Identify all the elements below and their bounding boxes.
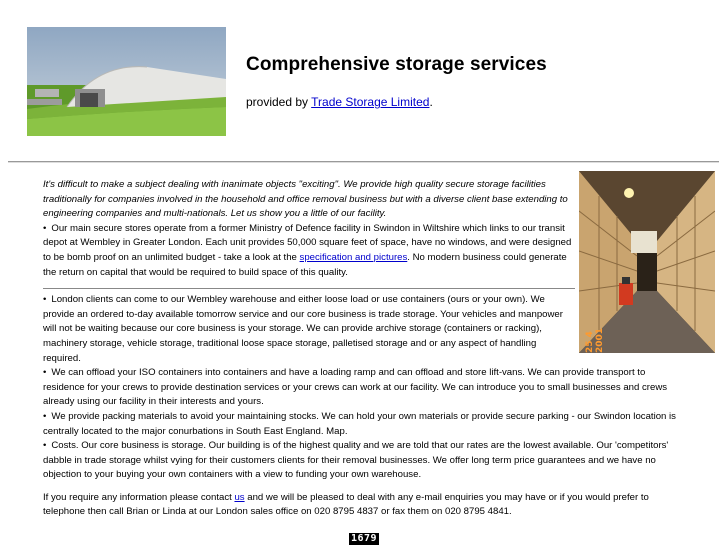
- contact-us-link[interactable]: us: [234, 491, 245, 503]
- contact-text-before: If you require any information please contact: [43, 491, 235, 503]
- main-content: [43, 178, 683, 520]
- list-item: [43, 222, 576, 280]
- bullet1-text-before: Our main secure stores operate from a former Ministry of Defence facility in Swindon in Wiltshire which links to our transit depot at Wembley in Greater London. Each unit provides 50,000 square feet of space, have no windows, and were designed to be bomb proof on an unlimited budget - take a look at the: [43, 222, 572, 263]
- intro-paragraph: It's difficult to make a subject dealing with inanimate objects "exciting". We provide high quality secure storage facilities traditionally for companies involved in the household and office removal business but with a diverse client base extending to engineering companies and multi-nationals. Let us show you a little of our facility.: [43, 179, 568, 220]
- subtitle-prefix: provided by: [246, 95, 312, 109]
- list-item: • London clients can come to our Wembley warehouse and either loose load or use containers (ours or your own). We provide an ordered to-day available tomorrow service and our core business is trade storage. Your vehicles and manpower will not be waiting because our core business is your storage. We can provide archive storage (containers or racking), machinery storage, vehicle storage, traditional loose space storage, palletised storage and or any aspect of handling required.: [43, 293, 576, 366]
- company-link[interactable]: Trade Storage Limited: [311, 95, 430, 109]
- list-item: • We provide packing materials to avoid your maintaining stocks. We can hold your own materials or provide secure parking - our Swindon location is centrally located to the major conurbations in South East England. Map.: [43, 410, 683, 439]
- list-item: • Costs. Our core business is storage. Our building is of the highest quality and we are told that our rates are the lowest available. Our 'competitors' dabble in trade storage whilst vying for their customers clients for their removal businesses. We offer long term price guarantees and we have no objection to your buying your own containers with a view to funding your own warehouse.: [43, 439, 683, 483]
- section-divider: [43, 288, 575, 289]
- page-subtitle: [246, 95, 433, 109]
- hero-image-storage-hangar: [27, 27, 226, 136]
- page-title: Comprehensive storage services: [246, 54, 547, 75]
- header-divider: [8, 161, 719, 163]
- contact-paragraph: [43, 491, 683, 520]
- subtitle-suffix: .: [429, 95, 433, 109]
- bullet1-text-after: . No modern business could generate the return on capital that would be required to build space of this quality.: [43, 251, 567, 278]
- contact-text-after: and we will be pleased to deal with any e-mail enquiries you may have or if you would prefer to telephone then call Brian or Linda at our London sales office on 020 8795 4837 or fax them on 020 8795 4841.: [43, 491, 649, 518]
- list-item: • We can offload your ISO containers into containers and have a loading ramp and can offload and store lift-vans. We can provide transport to residence for your crews to provide destination services or your crews can work at our facility. We can introduce you to small businesses and crews already using our facility in their interests and yours.: [43, 366, 683, 410]
- specification-link[interactable]: specification and pictures: [299, 251, 408, 263]
- hit-counter: 1679: [351, 533, 378, 544]
- photo-date-stamp: 25 4 2001: [585, 327, 605, 353]
